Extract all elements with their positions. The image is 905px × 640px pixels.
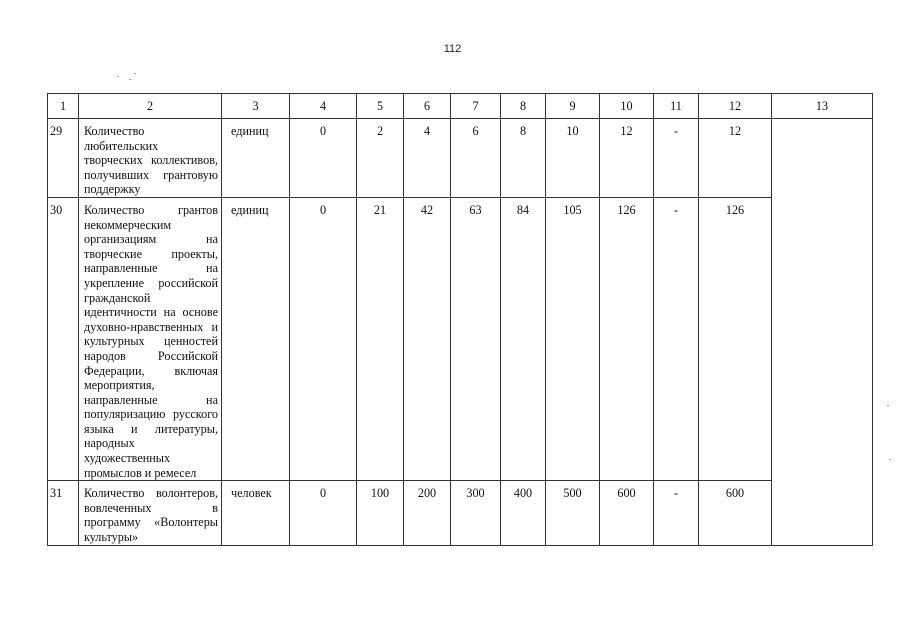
value-cell: 0 — [290, 197, 357, 480]
value-cell: 300 — [451, 481, 501, 545]
column-header: 12 — [699, 94, 772, 119]
indicator-name-line: поддержку — [84, 182, 141, 197]
indicator-name-line: языка и литературы, — [84, 421, 218, 436]
indicator-name — [79, 197, 222, 480]
row-number: 30 — [48, 197, 79, 480]
value-cell: 126 — [699, 197, 772, 480]
indicator-name-line: направленные на — [84, 392, 218, 407]
scan-speck — [129, 79, 131, 80]
indicator-name-line: любительских — [84, 138, 159, 153]
indicator-name-line: Федерации, включая — [84, 363, 218, 378]
value-cell: 6 — [451, 119, 501, 198]
value-cell: 21 — [357, 197, 404, 480]
value-cell: 500 — [546, 481, 600, 545]
indicator-name-line: организациям на — [84, 232, 218, 247]
indicator-name-line: народов Российской — [84, 348, 218, 363]
indicator-name-line: творческих коллективов, — [84, 153, 218, 168]
indicator-name-line: некоммерческим — [84, 217, 172, 232]
value-cell: 600 — [699, 481, 772, 545]
indicator-name-line: Количество — [84, 124, 145, 138]
indicator-name-line: гражданской — [84, 290, 151, 305]
indicator-name-line: художественных — [84, 451, 171, 466]
page-number: 112 — [443, 43, 462, 55]
indicator-name-line: Количество грантов — [84, 202, 218, 217]
unit-of-measure: единиц — [222, 119, 290, 198]
column-header: 10 — [600, 94, 654, 119]
value-cell: 12 — [600, 119, 654, 198]
value-cell: 100 — [357, 481, 404, 545]
indicators-table — [47, 93, 873, 546]
column-header: 6 — [404, 94, 451, 119]
column-header: 1 — [48, 94, 79, 119]
unit-of-measure: единиц — [222, 197, 290, 480]
value-cell: 126 — [600, 197, 654, 480]
column-header: 8 — [501, 94, 546, 119]
indicator-name — [79, 119, 222, 198]
indicator-name-line: получивших грантовую — [84, 167, 218, 182]
value-cell: - — [654, 197, 699, 480]
indicator-name-line: творческие проекты, — [84, 246, 218, 261]
indicator-name-line: вовлеченных в — [84, 500, 218, 515]
column-header: 9 — [546, 94, 600, 119]
indicator-name-line: культуры» — [84, 530, 139, 545]
value-cell: 42 — [404, 197, 451, 480]
value-cell: 63 — [451, 197, 501, 480]
value-cell: - — [654, 481, 699, 545]
column-header: 3 — [222, 94, 290, 119]
scan-speck — [134, 73, 136, 74]
value-cell: 0 — [290, 481, 357, 545]
table-row — [48, 119, 873, 198]
indicator-name-line: народных — [84, 436, 135, 451]
column-header: 5 — [357, 94, 404, 119]
scan-speck — [887, 405, 889, 406]
column-header: 2 — [79, 94, 222, 119]
row-number: 29 — [48, 119, 79, 198]
indicator-name-line: идентичности на основе — [84, 305, 218, 320]
column-header: 4 — [290, 94, 357, 119]
indicator-name-line: программу «Волонтеры — [84, 515, 218, 530]
indicator-name-line: духовно-нравственных и — [84, 319, 218, 334]
scan-speck — [889, 459, 891, 460]
indicator-name-line: направленные на — [84, 261, 218, 276]
indicator-name-line: популяризацию русского — [84, 407, 218, 422]
value-cell: 400 — [501, 481, 546, 545]
column-header: 13 — [772, 94, 873, 119]
value-cell: 2 — [357, 119, 404, 198]
value-cell: 84 — [501, 197, 546, 480]
indicator-name — [79, 481, 222, 545]
unit-of-measure: человек — [222, 481, 290, 545]
column-header: 7 — [451, 94, 501, 119]
value-cell: 10 — [546, 119, 600, 198]
value-cell: 105 — [546, 197, 600, 480]
indicator-name-line: промыслов и ремесел — [84, 465, 197, 480]
scan-speck — [117, 76, 119, 77]
value-cell: 200 — [404, 481, 451, 545]
value-cell: 12 — [699, 119, 772, 198]
value-cell: - — [654, 119, 699, 198]
indicator-name-line: Количество волонтеров, — [84, 486, 218, 501]
row-number: 31 — [48, 481, 79, 545]
table-row — [48, 197, 873, 480]
value-cell: 8 — [501, 119, 546, 198]
notes-cell — [772, 119, 873, 546]
value-cell: 600 — [600, 481, 654, 545]
indicator-name-line: укрепление российской — [84, 275, 218, 290]
column-number-row — [48, 94, 873, 119]
indicator-name-line: культурных ценностей — [84, 334, 218, 349]
indicator-name-line: мероприятия, — [84, 378, 155, 393]
value-cell: 0 — [290, 119, 357, 198]
column-header: 11 — [654, 94, 699, 119]
table-row — [48, 481, 873, 545]
value-cell: 4 — [404, 119, 451, 198]
